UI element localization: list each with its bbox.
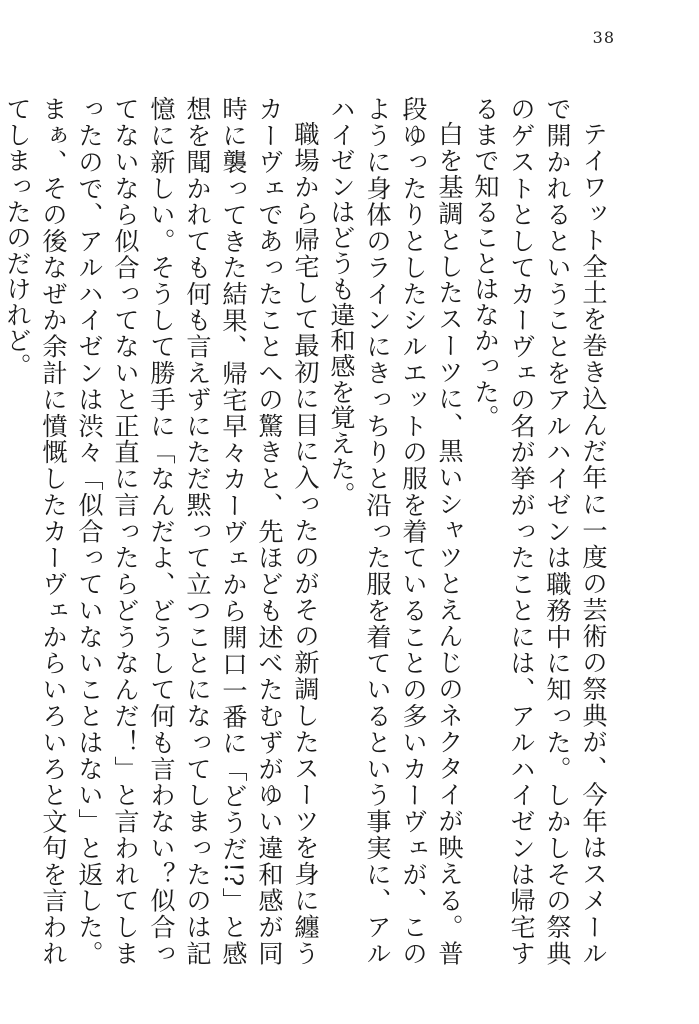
page-number: 38 xyxy=(592,28,615,47)
paragraph-3: 職場から帰宅して最初に目に入ったのがその新調したスーツを身に纏うカーヴェであったことへの驚きと、先ほども述べたむずがゆい違和感が同時に襲ってきた結果、帰宅早々カーヴェから開口一番に「どうだ!?」と感想を聞かれても何も言えずにただ黙って立つことになってしまったのは記憶に新しい。そうして勝手に「なんだよ、どうして何も言わない？似合ってないなら似合ってないと正直に言ったらどうなんだ！」と言われてしまったので、アルハイゼンは渋々「似合っていないことはない」と返した。まぁ、その後なぜか余計に憤慨したカーヴェからいろいろと文句を言われてしまったのだけれど。 xyxy=(3,96,320,966)
paragraph-2: 白を基調としたスーツに、黒いシャツとえんじのネクタイが映える。普段ゆったりとしたシルエットの服を着ていることの多いカーヴェが、このように身体のラインにきっちりと沿った服を着ているという事実に、アルハイゼンはどうも違和感を覚えた。 xyxy=(327,96,464,966)
text-body xyxy=(3,96,611,966)
paragraph-1: テイワット全土を巻き込んだ年に一度の芸術の祭典が、今年はスメールで開かれるということをアルハイゼンは職務中に知った。しかしその祭典のゲストとしてカーヴェの名が挙がったことには、アルハイゼンは帰宅するまで知ることはなかった。 xyxy=(471,96,608,966)
